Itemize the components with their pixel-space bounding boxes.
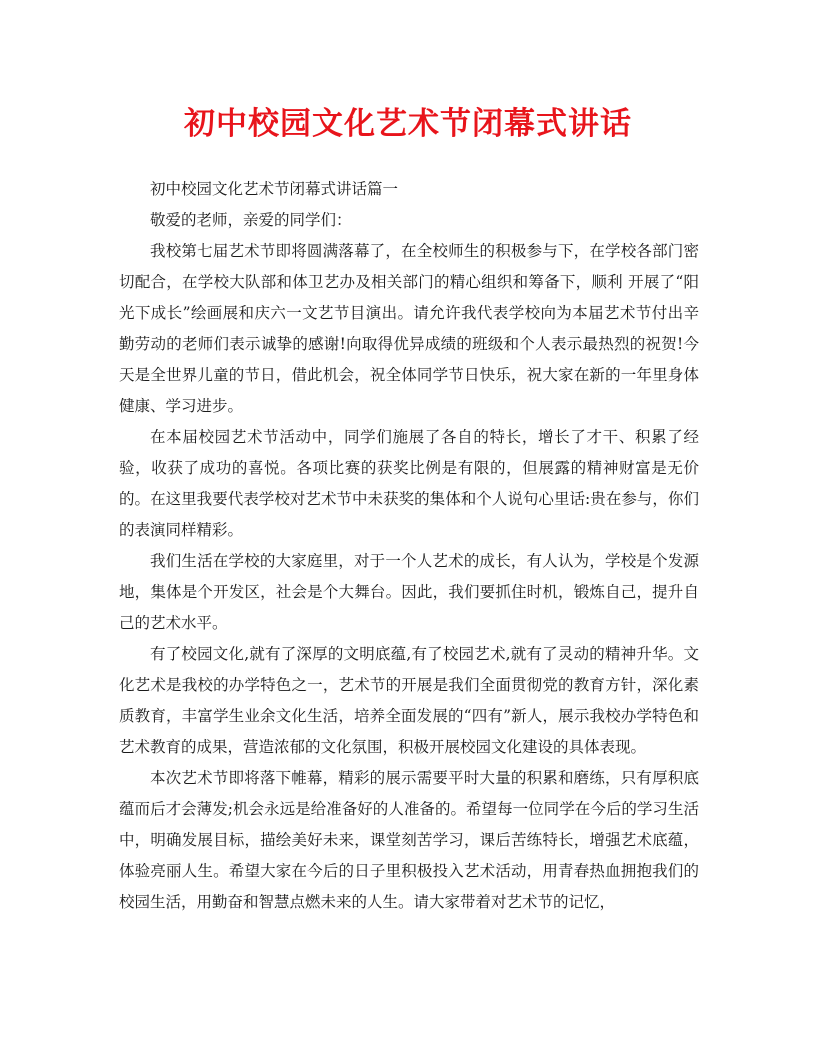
greeting: 敬爱的老师，亲爱的同学们： — [150, 211, 352, 229]
document-title: 初中校园文化艺术节闭幕式讲话 — [184, 106, 632, 142]
paragraph-2: 在本届校园艺术节活动中，同学们施展了各自的特长，增长了才干、积累了经验，收获了成功的喜悦。各项比赛的获奖比例是有限的，但展露的精神财富是无价的。在这里我要代表学校对艺术节中未获奖的集体和个人说句心里话:贵在参与，你们的表演同样精彩。 — [119, 428, 699, 539]
paragraph-5: 本次艺术节即将落下帷幕，精彩的展示需要平时大量的积累和磨练，只有厚积底蕴而后才会薄发;机会永远是给准备好的人准备的。希望每一位同学在今后的学习生活中，明确发展目标，描绘美好未来，课堂刻苦学习，课后苦练特长，增强艺术底蕴，体验亮丽人生。希望大家在今后的日子里积极投入艺术活动，用青春热血拥抱我们的校园生活，用勤奋和智慧点燃未来的人生。请大家带着对艺术节的记忆， — [119, 769, 699, 911]
paragraph-1: 我校第七届艺术节即将圆满落幕了，在全校师生的积极参与下，在学校各部门密切配合，在学校大队部和体卫艺办及相关部门的精心组织和筹备下，顺利 开展了“阳光下成长”绘画展和庆六一文艺节目演出。请允许我代表学校向为本届艺术节付出辛勤劳动的老师们表示诚挚的感谢!向取得优异成绩的班级和个人表示最热烈的祝贺!今天是全世界儿童的节日，借此机会，祝全体同学节日快乐，祝大家在新的一年里身体健康、学习进步。 — [119, 242, 699, 415]
paragraph-4: 有了校园文化,就有了深厚的文明底蕴,有了校园艺术,就有了灵动的精神升华。文化艺术是我校的办学特色之一，艺术节的开展是我们全面贯彻党的教育方针，深化素质教育，丰富学生业余文化生活，培养全面发展的“四有”新人，展示我校办学特色和艺术教育的成果，营造浓郁的文化氛围，积极开展校园文化建设的具体表现。 — [119, 645, 699, 756]
document-body — [119, 174, 699, 918]
document-subtitle: 初中校园文化艺术节闭幕式讲话篇一 — [150, 180, 399, 198]
paragraph-3: 我们生活在学校的大家庭里，对于一个人艺术的成长，有人认为，学校是个发源地，集体是个开发区，社会是个大舞台。因此，我们要抓住时机，锻炼自己，提升自己的艺术水平。 — [119, 552, 699, 632]
